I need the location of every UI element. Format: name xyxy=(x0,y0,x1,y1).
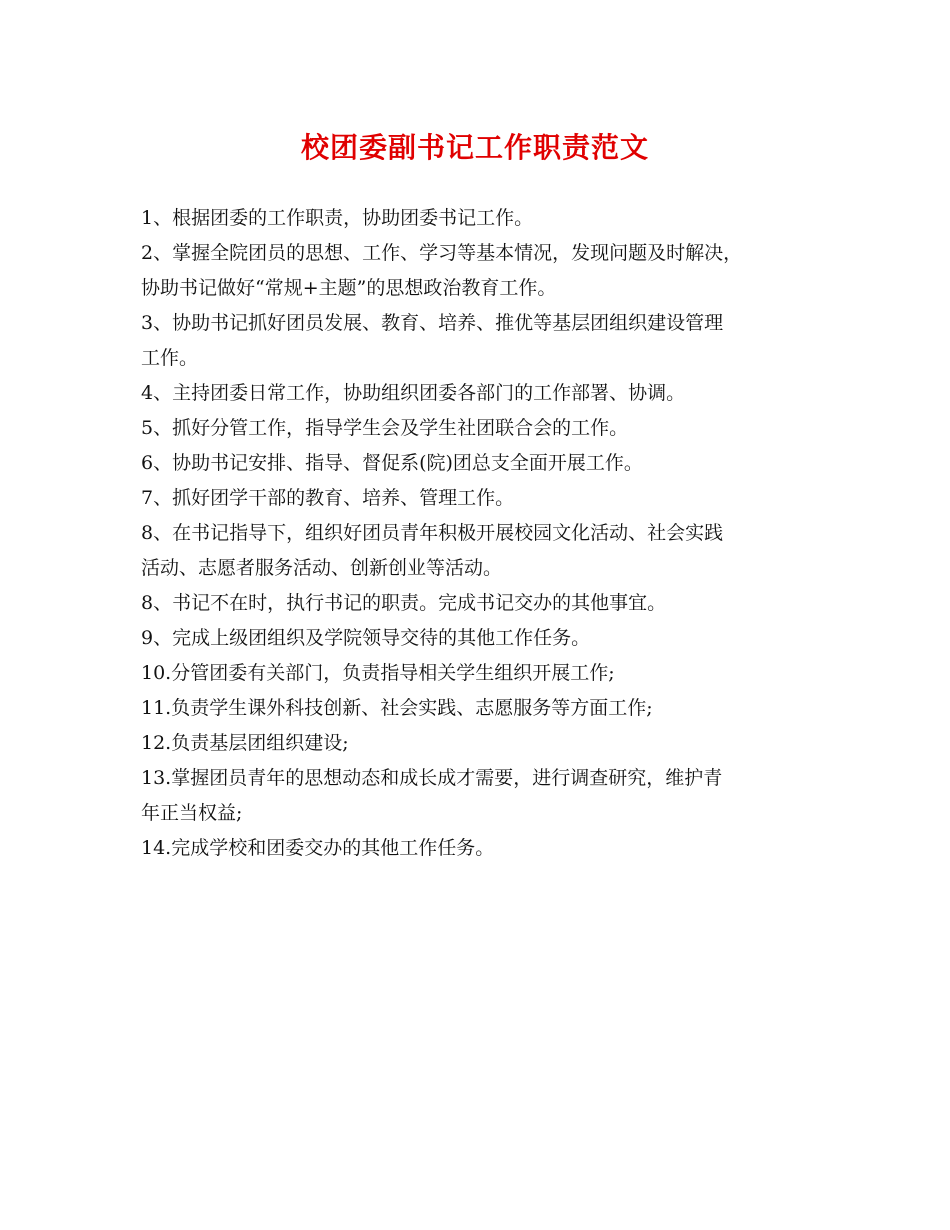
body-line: 6、协助书记安排、指导、督促系(院)团总支全面开展工作。 xyxy=(141,452,643,474)
body-line: 1、根据团委的工作职责，协助团委书记工作。 xyxy=(141,207,534,229)
body-line: 活动、志愿者服务活动、创新创业等活动。 xyxy=(141,557,503,579)
body-line: 10.分管团委有关部门，负责指导相关学生组织开展工作; xyxy=(141,662,615,684)
body-line: 12.负责基层团组织建设; xyxy=(141,732,349,754)
body-line: 8、书记不在时，执行书记的职责。完成书记交办的其他事宜。 xyxy=(141,592,667,614)
body-line: 工作。 xyxy=(141,347,199,369)
body-line: 年正当权益; xyxy=(141,802,243,824)
body-line: 协助书记做好“常规+主题”的思想政治教育工作。 xyxy=(141,277,557,299)
body-line: 2、掌握全院团员的思想、工作、学习等基本情况，发现问题及时解决， xyxy=(141,242,743,264)
body-line: 13.掌握团员青年的思想动态和成长成才需要，进行调查研究，维护青 xyxy=(141,767,723,789)
body-line: 7、抓好团学干部的教育、培养、管理工作。 xyxy=(141,487,515,509)
body-line: 3、协助书记抓好团员发展、教育、培养、推优等基层团组织建设管理 xyxy=(141,312,724,334)
body-line: 9、完成上级团组织及学院领导交待的其他工作任务。 xyxy=(141,627,591,649)
body-line: 5、抓好分管工作，指导学生会及学生社团联合会的工作。 xyxy=(141,417,629,439)
body-line: 8、在书记指导下，组织好团员青年积极开展校园文化活动、社会实践 xyxy=(141,522,724,544)
body-line: 14.完成学校和团委交办的其他工作任务。 xyxy=(141,837,495,859)
document-body xyxy=(141,201,821,866)
body-line: 4、主持团委日常工作，协助组织团委各部门的工作部署、协调。 xyxy=(141,382,686,404)
body-line: 11.负责学生课外科技创新、社会实践、志愿服务等方面工作; xyxy=(141,697,653,719)
document-title: 校团委副书记工作职责范文 xyxy=(300,131,649,164)
